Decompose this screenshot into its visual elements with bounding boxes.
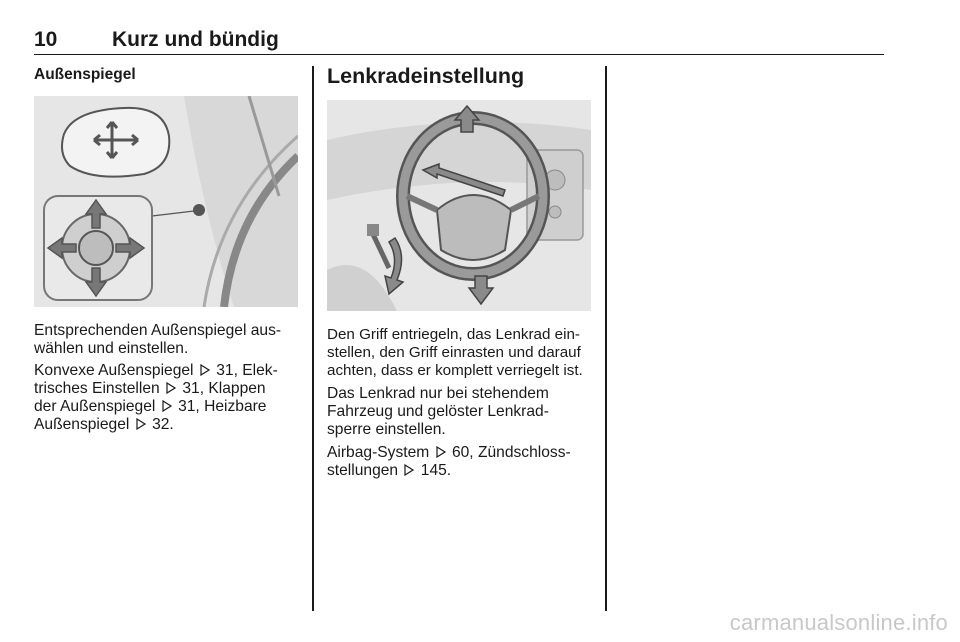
page-reference-icon [135,418,147,430]
page-reference-icon [199,364,211,376]
page-header [34,24,884,55]
right-column [327,64,591,89]
paragraph-select-mirror: Entsprechenden Außenspiegel aus- wählen und einstellen. [34,322,282,357]
section-heading-steering: Lenkradeinstellung [327,64,525,88]
paragraph-steering-references: Airbag-System 60, Zündschloss- stellungen 145. [327,444,571,479]
paragraph-mirror-references: Konvexe Außenspiegel 31, Elek- trisches Einstellen 31, Klappen der Außenspiegel 31, Heizbare Außenspiegel 32. [34,362,278,433]
mirror-icon [62,108,169,177]
paragraph-adjust-instructions: Den Griff entriegeln, das Lenkrad ein- stellen, den Griff einrasten und darauf achten, dass er komplett verriegelt ist. [327,326,583,379]
page-reference-icon [403,464,415,476]
page-reference-icon [161,400,173,412]
column-divider-right [605,66,607,611]
section-heading-mirrors: Außenspiegel [34,66,136,83]
figure-steering-adjust [327,100,591,311]
paragraph-safety-note: Das Lenkrad nur bei stehendem Fahrzeug und gelöster Lenkrad- sperre einstellen. [327,385,549,438]
watermark: carmanualsonline.info [729,610,948,635]
column-divider-left [312,66,314,611]
left-column [34,66,298,84]
figure-mirror-adjust [34,96,298,307]
page-reference-icon [435,446,447,458]
chapter-title: Kurz und bündig [112,28,279,51]
page-number: 10 [34,28,58,51]
page-reference-icon [165,382,177,394]
